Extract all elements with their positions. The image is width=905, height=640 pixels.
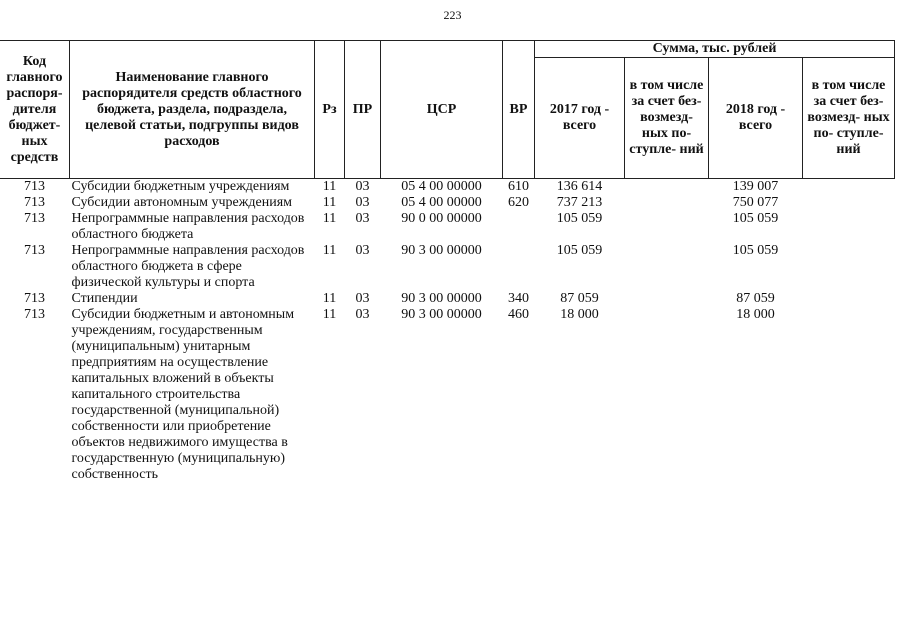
cell-rz: 11 xyxy=(322,307,337,322)
cell-name: Субсидии бюджетным и автономным учреждениям, государственным (муниципальным) унитарным предприятиям на осуществление капитальных вложений в объекты капитального строительства государственной (муниципальной) собственности или приобретение объектов недвижимого имущества в государственную (муниципальную) собственность xyxy=(71,307,295,482)
cell-code: 713 xyxy=(24,307,45,322)
cell-2017-total: 737 213 xyxy=(556,195,603,210)
header-2017-total: 2017 год - всего xyxy=(535,58,625,179)
cell-vr: 340 xyxy=(508,291,529,306)
table-row xyxy=(0,211,895,243)
table-row xyxy=(0,179,895,196)
header-name: Наименование главного распорядителя средств областного бюджета, раздела, подраздела, целевой статьи, подгруппы видов расходов xyxy=(70,41,315,179)
cell-vr xyxy=(503,243,535,291)
cell-name: Субсидии автономным учреждениям xyxy=(71,195,293,210)
cell-2017-free xyxy=(625,243,709,291)
cell-pr: 03 xyxy=(355,211,370,226)
cell-pr: 03 xyxy=(355,195,370,210)
cell-csr: 90 3 00 00000 xyxy=(401,307,482,322)
table-row xyxy=(0,291,895,307)
cell-vr xyxy=(503,211,535,243)
header-sum: Сумма, тыс. рублей xyxy=(535,41,895,58)
cell-rz: 11 xyxy=(322,243,337,258)
cell-csr: 90 3 00 00000 xyxy=(401,291,482,306)
cell-2017-total: 136 614 xyxy=(556,179,603,194)
cell-code: 713 xyxy=(24,211,45,226)
table-row xyxy=(0,243,895,291)
cell-code: 713 xyxy=(24,179,45,194)
cell-rz: 11 xyxy=(322,211,337,226)
budget-table xyxy=(0,40,895,483)
cell-code: 713 xyxy=(24,195,45,210)
cell-csr: 90 3 00 00000 xyxy=(401,243,482,258)
cell-rz: 11 xyxy=(322,291,337,306)
header-pr: ПР xyxy=(345,41,381,179)
header-2018-free: в том числе за счет без- возмезд- ных по- ступле- ний xyxy=(803,58,895,179)
page-number: 223 xyxy=(443,8,462,22)
cell-name: Субсидии бюджетным учреждениям xyxy=(71,179,290,194)
cell-csr: 05 4 00 00000 xyxy=(401,179,482,194)
table-row xyxy=(0,195,895,211)
cell-code: 713 xyxy=(24,291,45,306)
cell-pr: 03 xyxy=(355,307,370,322)
cell-2018-free xyxy=(803,307,895,483)
cell-2018-total: 105 059 xyxy=(732,211,779,226)
cell-name: Непрограммные направления расходов областного бюджета в сфере физической культуры и спорта xyxy=(71,243,305,290)
cell-2017-free xyxy=(625,211,709,243)
cell-2017-free xyxy=(625,179,709,196)
cell-2018-total: 87 059 xyxy=(736,291,775,306)
cell-2018-free xyxy=(803,195,895,211)
cell-2017-total: 87 059 xyxy=(560,291,599,306)
header-2018-total: 2018 год - всего xyxy=(709,58,803,179)
cell-vr: 620 xyxy=(508,195,529,210)
cell-2017-free xyxy=(625,291,709,307)
cell-name: Стипендии xyxy=(71,291,138,306)
cell-pr: 03 xyxy=(355,179,370,194)
cell-2017-total: 105 059 xyxy=(556,211,603,226)
cell-name: Непрограммные направления расходов областного бюджета xyxy=(71,211,305,242)
cell-2018-free xyxy=(803,179,895,196)
cell-2017-free xyxy=(625,307,709,483)
cell-2018-total: 139 007 xyxy=(732,179,779,194)
cell-2017-total: 105 059 xyxy=(556,243,603,258)
cell-2017-free xyxy=(625,195,709,211)
cell-2018-total: 105 059 xyxy=(732,243,779,258)
table-row xyxy=(0,307,895,483)
cell-csr: 90 0 00 00000 xyxy=(401,211,482,226)
cell-2018-free xyxy=(803,211,895,243)
header-csr: ЦСР xyxy=(381,41,503,179)
cell-vr: 610 xyxy=(508,179,529,194)
cell-2018-total: 18 000 xyxy=(736,307,775,322)
cell-rz: 11 xyxy=(322,195,337,210)
cell-vr: 460 xyxy=(508,307,529,322)
header-rz: Рз xyxy=(315,41,345,179)
cell-2017-total: 18 000 xyxy=(560,307,599,322)
cell-code: 713 xyxy=(24,243,45,258)
cell-pr: 03 xyxy=(355,243,370,258)
cell-2018-free xyxy=(803,291,895,307)
header-code: Код главного распоря- дителя бюджет- ных средств xyxy=(0,41,70,179)
header-2017-free: в том числе за счет без- возмезд- ных по- ступле- ний xyxy=(625,58,709,179)
cell-2018-free xyxy=(803,243,895,291)
cell-pr: 03 xyxy=(355,291,370,306)
cell-csr: 05 4 00 00000 xyxy=(401,195,482,210)
header-vr: ВР xyxy=(503,41,535,179)
cell-rz: 11 xyxy=(322,179,337,194)
cell-2018-total: 750 077 xyxy=(732,195,779,210)
